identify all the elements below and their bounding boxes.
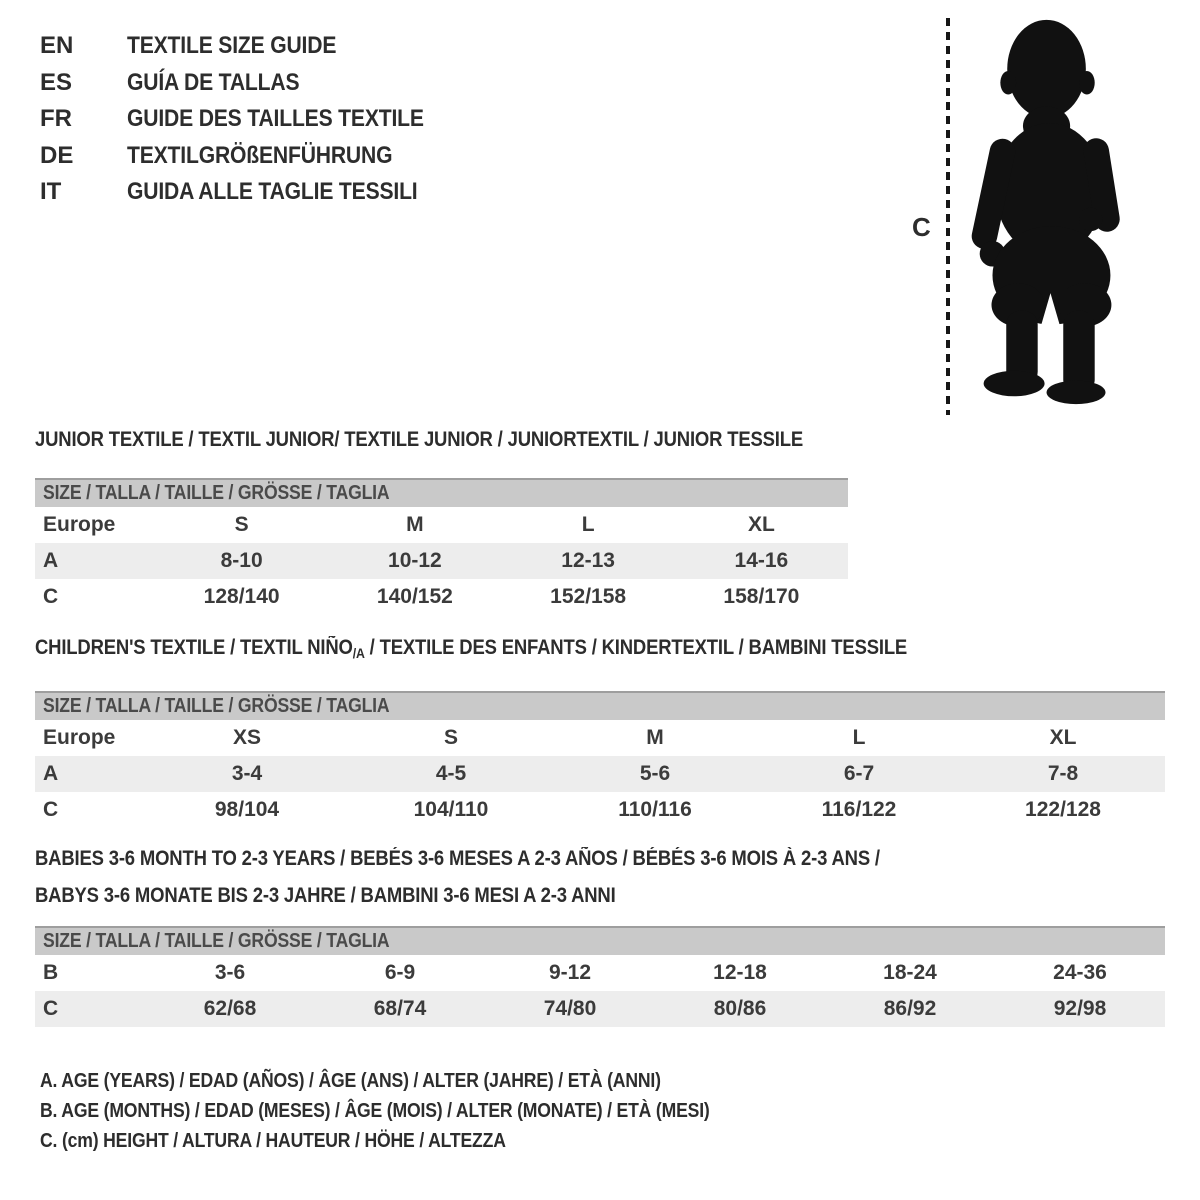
cell: 7-8 [961, 756, 1165, 792]
size-header-label: SIZE / TALLA / TAILLE / GRÖSSE / TAGLIA [43, 930, 390, 952]
junior-title-text: JUNIOR TEXTILE / TEXTIL JUNIOR/ TEXTILE JUNIOR / JUNIORTEXTIL / JUNIOR TESSILE [35, 428, 804, 451]
lang-code: DE [40, 141, 74, 169]
size-header-label: SIZE / TALLA / TAILLE / GRÖSSE / TAGLIA [43, 695, 390, 717]
babies-title-line1: BABIES 3-6 MONTH TO 2-3 YEARS / BEBÉS 3-6 MESES A 2-3 AÑOS / BÉBÉS 3-6 MOIS À 2-3 ANS / [35, 847, 880, 870]
col-header: S [234, 513, 249, 536]
region-label: Europe [43, 513, 116, 536]
lang-code: ES [40, 68, 73, 96]
lang-label: GUIDA ALLE TAGLIE TESSILI [126, 178, 418, 205]
language-list [40, 28, 464, 211]
cell: 122/128 [1025, 798, 1101, 821]
col-header: S [443, 726, 458, 749]
cell: 128/140 [203, 585, 280, 608]
size-header-bar [35, 927, 1165, 955]
height-measure-dashed-line [946, 18, 950, 415]
column-header-row [35, 507, 848, 543]
lang-code: FR [40, 105, 72, 132]
cell: 158/170 [723, 585, 800, 608]
cell: 5-6 [553, 756, 757, 792]
lang-row-de [40, 138, 464, 175]
table-row-a [35, 756, 1165, 792]
cell: 10-12 [328, 543, 501, 579]
junior-title [35, 427, 848, 453]
lang-code: IT [40, 178, 62, 205]
measure-c-label: C [912, 212, 931, 242]
size-header-bar [35, 479, 848, 507]
lang-row-es [40, 65, 464, 102]
babies-section [35, 840, 1165, 1027]
children-section [35, 635, 1165, 828]
cell: 12-13 [502, 543, 675, 579]
row-label: B [43, 961, 59, 984]
cell: 152/158 [550, 585, 627, 608]
children-title [35, 635, 1165, 666]
cell: 92/98 [995, 991, 1165, 1027]
cell: 6-9 [384, 961, 416, 984]
cell: 62/68 [145, 991, 315, 1027]
legend-line-b: B. AGE (MONTHS) / EDAD (MESES) / ÂGE (MOIS) / ALTER (MONATE) / ETÀ (MESI) [40, 1100, 710, 1122]
cell: 6-7 [757, 756, 961, 792]
babies-title [35, 840, 1165, 914]
junior-size-table [35, 478, 848, 615]
cell: 4-5 [349, 756, 553, 792]
row-label: C [35, 991, 145, 1027]
col-header: XL [1049, 726, 1077, 749]
legend-line-c: C. (cm) HEIGHT / ALTURA / HAUTEUR / HÖHE / ALTEZZA [40, 1130, 506, 1152]
cell: 24-36 [1053, 961, 1107, 984]
cell: 140/152 [376, 585, 453, 608]
cell: 86/92 [825, 991, 995, 1027]
col-header: L [581, 513, 595, 536]
cell: 110/116 [618, 798, 692, 821]
toddler-silhouette-icon [963, 16, 1135, 408]
table-row-c [35, 792, 1165, 828]
cell: 3-4 [145, 756, 349, 792]
cell: 74/80 [485, 991, 655, 1027]
babies-title-line2: BABYS 3-6 MONATE BIS 2-3 JAHRE / BAMBINI 3-6 MESI A 2-3 ANNI [35, 884, 616, 907]
cell: 116/122 [821, 798, 897, 821]
cell: 14-16 [675, 543, 848, 579]
lang-label: GUÍA DE TALLAS [126, 68, 300, 96]
lang-label: TEXTILE SIZE GUIDE [126, 32, 336, 59]
column-header-row [35, 720, 1165, 756]
region-label: Europe [43, 726, 116, 749]
table-row-c [35, 991, 1165, 1027]
size-header-bar [35, 692, 1165, 720]
cell: 12-18 [713, 961, 767, 984]
cell: 80/86 [655, 991, 825, 1027]
cell: 8-10 [155, 543, 328, 579]
cell: 98/104 [214, 798, 280, 821]
table-row-b [35, 955, 1165, 991]
legend [40, 1066, 801, 1156]
row-label: C [43, 585, 59, 608]
lang-label: GUIDE DES TAILLES TEXTILE [126, 105, 424, 132]
col-header: M [406, 513, 424, 536]
row-label: C [43, 798, 59, 821]
lang-label: TEXTILGRÖßENFÜHRUNG [126, 141, 393, 169]
lang-code: EN [40, 32, 74, 59]
children-size-table [35, 691, 1165, 828]
col-header: XS [232, 726, 261, 749]
cell: 3-6 [214, 961, 246, 984]
row-label: A [35, 756, 145, 792]
babies-size-table [35, 926, 1165, 1027]
legend-line-a: A. AGE (YEARS) / EDAD (AÑOS) / ÂGE (ANS) / ALTER (JAHRE) / ETÀ (ANNI) [40, 1070, 661, 1092]
cell: 104/110 [413, 798, 489, 821]
table-row-c [35, 579, 848, 615]
lang-row-en [40, 28, 464, 65]
junior-section [35, 427, 848, 615]
col-header: M [646, 726, 664, 749]
col-header: L [852, 726, 866, 749]
table-row-a [35, 543, 848, 579]
cell: 9-12 [548, 961, 592, 984]
cell: 68/74 [315, 991, 485, 1027]
lang-row-it [40, 174, 464, 211]
lang-row-fr [40, 101, 464, 138]
cell: 18-24 [883, 961, 937, 984]
size-header-label: SIZE / TALLA / TAILLE / GRÖSSE / TAGLIA [43, 482, 390, 504]
col-header: XL [747, 513, 775, 536]
row-label: A [35, 543, 155, 579]
children-title-text: CHILDREN'S TEXTILE / TEXTIL $NIÑO_{/A}$ / TEXTILE DES ENFANTS / KINDERTEXTIL / BAMBINI TESSILE [35, 636, 908, 661]
